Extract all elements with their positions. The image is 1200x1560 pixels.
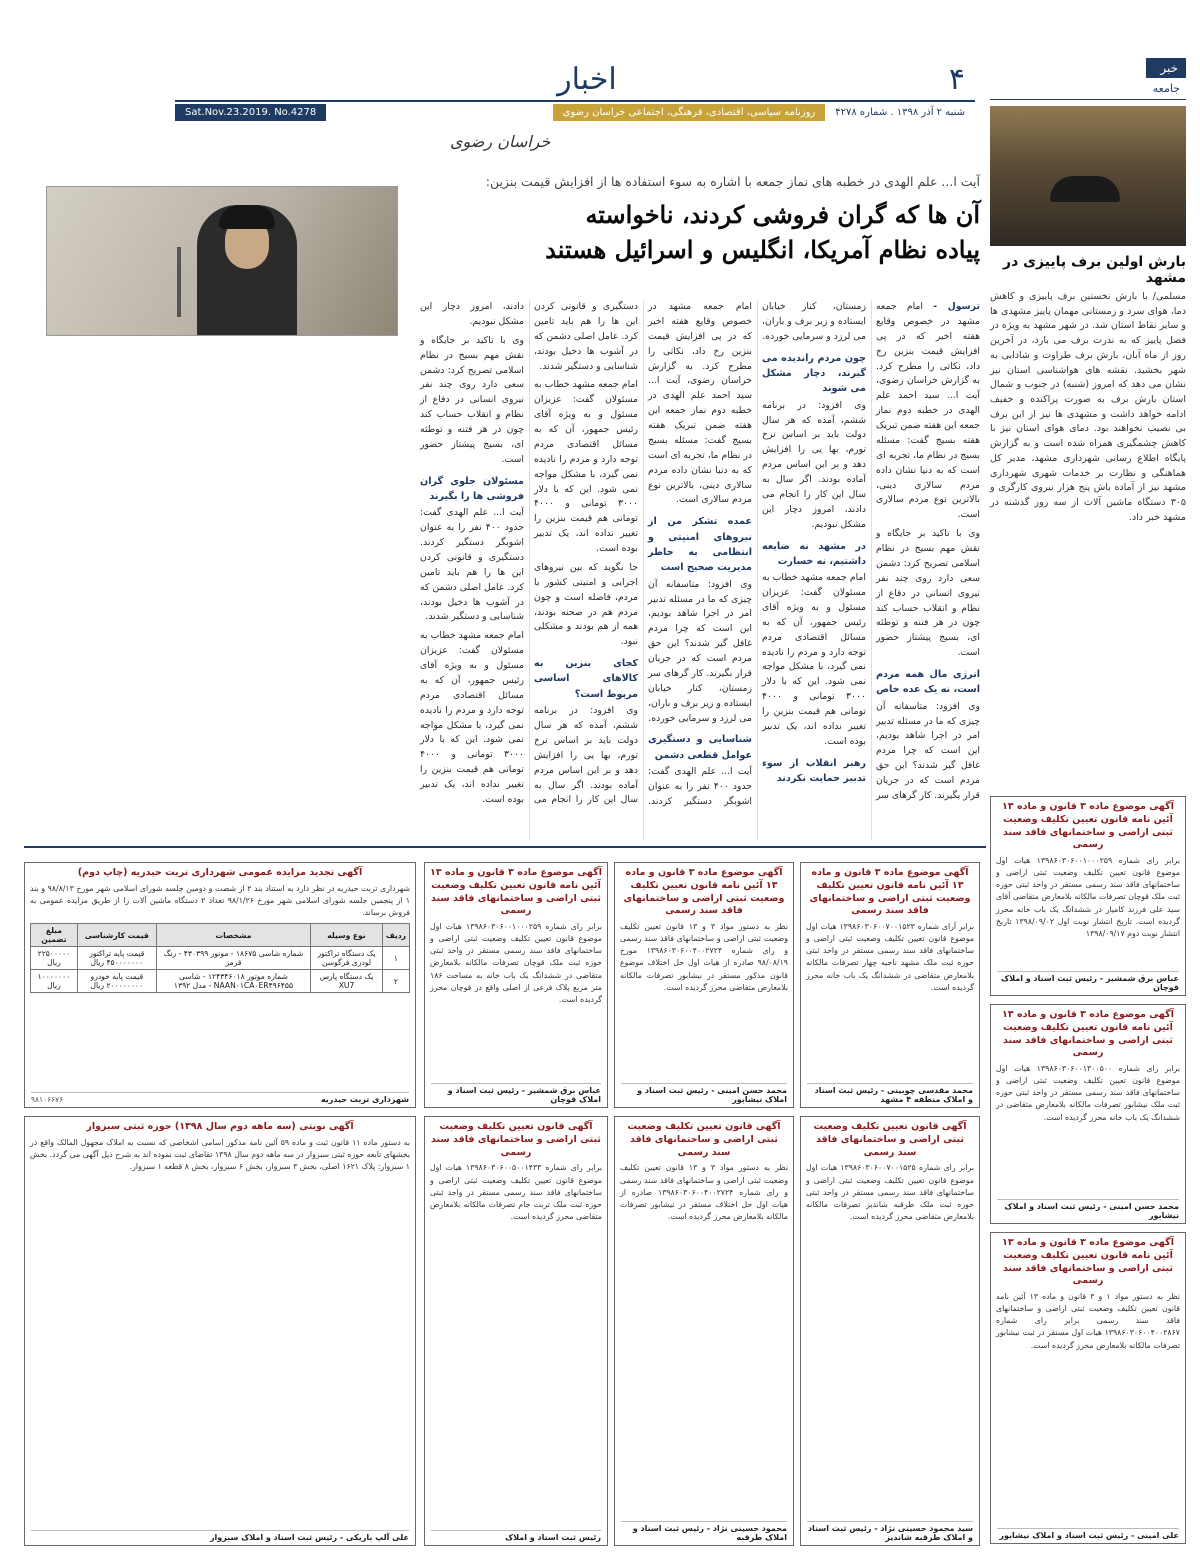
story-subhead: عمده تشکر من از نیروهای امنیتی و انتظامی به خاطر مدیریت صحیح است (648, 516, 752, 574)
ad-body: برابر رای شماره ۱۳۹۸۶۰۳۰۶۰۰۱۳۰۰۵۰۰ هیات اول موضوع قانون تعیین تکلیف وضعیت ثبتی اراضی و ساختمانهای فاقد سند رسمی مستقر در واحد ثبتی حوزه ثبت ملک نیشابور تصرفات مالکانه بلامعارض متقاضی در ششدانگ یک باب خانه محرز گردیده است. (996, 1064, 1180, 1122)
ad-title: آگهی قانون تعیین تکلیف وضعیت ثبتی اراضی و ساختمانهای فاقد سند رسمی (813, 1121, 967, 1158)
ad-title: آگهی قانون تعیین تکلیف وضعیت ثبتی اراضی و ساختمانهای فاقد سند رسمی (627, 1121, 781, 1158)
issue-date-fa: شنبه ۲ آذر ۱۳۹۸ . شماره ۴۲۷۸ (835, 106, 965, 118)
story-subhead: کجای بنزین به کالاهای اساسی مربوط است؟ (534, 658, 638, 700)
page-number: ۴ (948, 61, 965, 97)
sidebar-body: مسلمی/ با بارش نخستین برف پاییزی و کاهش دما، هوای سرد و زمستانی مهمان پاییز مشهدی ها و سایر نقاط استان شد. در شهر مشهد به ویژه در فصل پاییز که به ندرت برف می بارد، در آخرین روز از ماه آبان، بارش برف طراوت و شادابی به شهر بخشید. نقشه های هواشناسی استان نیز نشان می دهد که امروز (شنبه) در جنوب و شمال استان بارش برف به صورت پراکنده و خفیف ادامه خواهد داشت و مشهدی ها نیز از این برف بی نصیب نخواهند بود. دمای هوای استان نیز با کاهش چشمگیری همراه شده است و به گزارش پایگاه اطلاع رسانی شهرداری مشهد، مدیر کل هماهنگی و نظارت بر خدمات شهری شهرداری مشهد نیز از آماده باش پنج هزار نیروی کارگری و ۳۰۵ دستگاه ماشین آلات از سه روز گذشته در مشهد خبر داد. (990, 291, 1186, 523)
ad-code: ۹۸۱۰۶۶۷۶ (31, 1095, 64, 1104)
paper-tagline: روزنامه سیاسی، اقتصادی، فرهنگی، اجتماعی خراسان رضوی (553, 104, 826, 121)
ad-title: آگهی موضوع ماده ۳ قانون و ماده ۱۳ آئین نامه قانون تعیین تکلیف وضعیت ثبتی اراضی و ساختمانهای فاقد سند رسمی (1002, 1237, 1174, 1287)
ad-signature: رئیس ثبت اسناد و املاک (431, 1530, 601, 1542)
sidebar-news (990, 58, 1186, 526)
story-subhead: در مشهد نه ضایعه داشتیم، نه خسارت (762, 540, 866, 567)
cleric-photo (46, 186, 398, 336)
masthead (175, 58, 975, 130)
lead-kicker: آیت ا... علم الهدی در خطبه های نماز جمعه با اشاره به سوء استفاده ها از افزایش قیمت بنزین: (485, 174, 980, 189)
ad-auction (24, 862, 416, 1108)
ad-body: نظر به دستور مواد ۱ و ۳ قانون و ماده ۱۳ آئین نامه قانون تعیین تکلیف وضعیت ثبتی اراضی و ساختمانهای فاقد سند رسمی برابر رای شماره ۱۳۹۸۶۰۳۰۶۰۰۴۰۰۲۸۶۷ هیات اول مستقر در ثبت نیشابور تصرفات مالکانه بلامعارض محرز گردیده است. (996, 1292, 1180, 1350)
ad-signature: عباس برق شمشیر - رئیس ثبت اسناد و املاک قوچان (431, 1083, 601, 1104)
table-row: ۲ یک دستگاه پارس XU7 شماره موتور ۱۲۴۳۴۶۰۱۸ - شاسی NAAN۰۱CA۰ER۴۹۶۴۵۵ - مدل ۱۳۹۲ قیمت پایه خودرو ۲۰۰۰۰۰۰۰۰ ریال ۱۰۰۰۰۰۰۰ ریال (31, 970, 410, 993)
ad-signature: محمد مقدسی چوبینی - رئیس ثبت اسناد و املاک منطقه ۴ مشهد (807, 1083, 973, 1104)
table-row: ۱ یک دستگاه تراکتور لودری فرگوسن شماره شاسی ۱۸۶۷۵ - موتور ۴۳۰۳۹۹ - رنگ قرمز قیمت پایه تراکتور ۴۵۰۰۰۰۰۰۰ ریال ۲۲۵۰۰۰۰۰ ریال (31, 947, 410, 970)
story-paragraph: وی افزود: متاسفانه آن چیزی که ما در مسئله تدبیر امر در اجرا شاهد بودیم، این است که چرا مردم غافل گیر شدند؟ این حق مردم است که در جریان قرار بگیرند. کار گرهای سر زمستان، کنار خیابان ایستاده و زیر برف و باران، می لرزد و سرمایی خورده. (648, 578, 752, 724)
ad-signature: سید محمود حسینی نژاد - رئیس ثبت اسناد و املاک طرقبه شاندیز (807, 1521, 973, 1542)
ad-body: برابر رای شماره ۱۳۹۸۶۰۳۰۶۰۰۱۰۰۰۲۵۹ هیات اول موضوع قانون تعیین تکلیف وضعیت ثبتی اراضی و ساختمانهای فاقد سند رسمی مستقر در واحد ثبتی حوزه ثبت ملک قوچان تصرفات مالکانه بلامعارض متقاضی آقای سید علی فرزند کامیار در ششدانگ یک باب خانه محرز گردیده است. تاریخ انتشار نوبت اول ۱۳۹۸/۰۹/۰۲ تاریخ انتشار نوبت دوم ۱۳۹۸/۰۹/۱۷ (996, 856, 1180, 938)
ad-registration (424, 862, 608, 1108)
story-paragraph: امام جمعه مشهد خطاب به مسئولان گفت: عزیزان مسئول و به ویژه آقای رئیس جمهور، آن که به مسائل اقتصادی مردم توجه دارد و مردم را نادیده نمی گیرد، با مشکل مواجه نمی شود. این که با دلار ۳۰۰۰ تومانی و ۴۰۰۰ تومانی هم قیمت بنزین را تغییر نداده اند، یک تدبیر بوده است. (534, 379, 638, 554)
story-paragraph: امام جمعه مشهد خطاب به مسئولان گفت: عزیزان مسئول و به ویژه آقای رئیس جمهور، آن که به مسائل اقتصادی مردم توجه دارد و مردم را نادیده نمی گیرد، با مشکل مواجه نمی شود. این که با دلار ۳۰۰۰ تومانی و ۴۰۰۰ تومانی هم قیمت بنزین را تغییر نداده اند، یک تدبیر بوده است. (762, 572, 866, 747)
story-subhead: چون مردم راندیده می گیرند، دچار مشکل می شوند (762, 352, 866, 395)
story-paragraph: امام جمعه مشهد در خصوص وقایع هفته اخیر که در پی افزایش قیمت بنزین رخ داد، نکاتی را مطرح کرد. به گزارش خراسان رضوی، آیت ا... سید احمد علم الهدی در خطبه دوم نماز جمعه این هفته ضمن تبریک هفته بسیج گفت: مسئله بسیج در نظام ما، تجربه ای است که به دنیا نشان داده مردم سالاری دینی، بالاترین نوع مردم سالاری است. (648, 301, 752, 506)
ad-body: نظر به دستور مواد ۳ و ۱۳ قانون تعیین تکلیف وضعیت ثبتی اراضی و ساختمانهای فاقد سند رسمی و رای شماره ۱۳۹۸۶۰۳۰۶۰۰۴۰۰۲۷۲۴ مورخ ۹۸/۰۸/۱۹ صادره از هیات اول حل اختلاف موضوع قانون مذکور مستقر در نیشابور تصرفات مالکانه بلامعارض متقاضی محرز گردیده است. (620, 922, 788, 992)
ad-sabzevar-notice (24, 1116, 416, 1546)
auction-table (30, 923, 410, 993)
ad-body: برابر رای شماره ۱۳۹۸۶۰۳۰۶۰۰۷۰۰۱۵۲۵ هیات اول موضوع قانون تعیین تکلیف وضعیت ثبتی اراضی و ساختمانهای فاقد سند رسمی مستقر در واحد ثبتی حوزه ثبت ملک طرقبه شاندیز تصرفات مالکانه بلامعارض متقاضی محرز گردیده است. (806, 1163, 974, 1221)
snow-photo (990, 106, 1186, 246)
ad-registration (614, 862, 794, 1108)
section-title: اخبار (557, 61, 617, 97)
lead-headline (420, 198, 980, 268)
ad-registration (990, 1004, 1186, 1224)
ad-registration (990, 796, 1186, 996)
story-subhead: شناسایی و دستگیری عوامل قطعی دشمن (648, 734, 752, 761)
headline-line-2: پیاده نظام آمریکا، انگلیس و اسرائیل هستند (545, 234, 980, 264)
ad-body: برابر رای شماره ۱۳۹۸۶۰۳۰۶۰۰۵۰۰۱۴۳۳ هیات اول موضوع قانون تعیین تکلیف وضعیت ثبتی اراضی و ساختمانهای فاقد سند رسمی مستقر در واحد ثبتی حوزه ثبت ملک تربت جام تصرفات مالکانه بلامعارض متقاضی محرز گردیده است. (430, 1163, 602, 1221)
ad-signature: محمد حسن امینی - رئیس ثبت اسناد و املاک نیشابور (997, 1199, 1179, 1220)
umbrella-icon (1050, 176, 1120, 202)
story-lead-label: ترسول - (933, 301, 980, 312)
story-paragraph: وی با تاکید بر جایگاه و نقش مهم بسیج در نظام اسلامی تصریح کرد: دشمن سعی دارد روی چند نفر نیروی انسانی در دفاع از نظام و انقلاب حساب کند چون در هر فتنه و توطئه ای، بسیج پیشتاز حضور است. (420, 334, 524, 465)
ad-body: برابر آرای شماره ۱۳۹۸۶۰۳۰۶۰۰۷۰۰۱۵۲۳ هیات اول موضوع قانون تعیین تکلیف وضعیت ثبتی اراضی و ساختمانهای فاقد سند رسمی مستقر در واحد ثبتی حوزه ثبت ملک مشهد ناحیه چهار تصرفات مالکانه بلامعارض متقاضی در ششدانگ یک باب خانه محرز گردیده است. (806, 922, 975, 992)
ad-registration (990, 1232, 1186, 1544)
sidebar-subsection: جامعه (990, 78, 1186, 100)
ad-title: آگهی موضوع ماده ۳ قانون و ماده ۱۳ آئین نامه قانون تعیین تکلیف وضعیت ثبتی اراضی و ساختمانهای فاقد سند رسمی (809, 867, 971, 917)
story-subhead: انرژی مال همه مردم است، نه یک عده خاص (876, 669, 980, 696)
ad-title: آگهی قانون تعیین تکلیف وضعیت ثبتی اراضی و ساختمانهای فاقد سند رسمی (430, 1121, 602, 1158)
ad-title: آگهی تجدید مزایده عمومی شهرداری تربت حیدریه (چاپ دوم) (77, 867, 363, 878)
ad-registration (800, 1116, 980, 1546)
ad-body: به دستور ماده ۱۱ قانون ثبت و ماده ۵۹ آئین نامه مذکور اسامی اشخاصی که نسبت به املاک مجهول المالک واقع در بخشهای تابعه حوزه ثبتی سبزوار در سه ماهه دوم سال ۱۳۹۸ تقاضای ثبت نموده اند به شرح ذیل آگهی می گردد. بخش ۱ سبزوار: پلاک ۱۶۲۱ اصلی، بخش ۳ سبزوار، بخش ۶ سبزوار، بخش ۸ قطعه ۱ سبزوار. (30, 1137, 411, 1171)
story-paragraph: آیت ا... علم الهدی گفت: حدود ۴۰۰ نفر را به عنوان اشوبگر دستگیر کردند. دستگیری و قانونی کردن این ها را هم باید تامین کرد. عامل اصلی دشمن که در آشوب ها دخیل بودند، شناسایی و دستگیر شدند. (420, 507, 524, 623)
ad-body: شهرداری تربت حیدریه در نظر دارد به استناد بند ۲ از شصت و دومین جلسه شورای اسلامی شهر مورخ ۹۸/۸/۱۳ و بند ۱ از پنجمین جلسه شورای اسلامی شهر مورخ ۹۸/۱/۲۶ تعداد ۲ دستگاه ماشین آلات را از طریق مزایده عمومی به فروش برساند. (30, 883, 411, 917)
table-header-row: ردیف نوع وسیله مشخصات قیمت کارشناسی مبلغ تضمین (31, 924, 410, 947)
masthead-title-row (175, 58, 975, 102)
ad-title: آگهی موضوع ماده ۳ قانون و ماده ۱۳ آئین نامه قانون تعیین تکلیف وضعیت ثبتی اراضی و ساختمانهای فاقد سند رسمی (623, 867, 785, 917)
story-paragraph: امام جمعه مشهد خطاب به مسئولان گفت: عزیزان مسئول و به ویژه آقای رئیس جمهور، آن که به مسائل اقتصادی مردم توجه دارد و مردم را نادیده نمی گیرد، با مشکل مواجه نمی شود. این که با دلار ۳۰۰۰ تومانی و ۴۰۰۰ تومانی هم قیمت بنزین را تغییر نداده اند، یک تدبیر بوده است. (420, 630, 524, 805)
ad-title: آگهی موضوع ماده ۳ قانون و ماده ۱۳ آئین نامه قانون تعیین تکلیف وضعیت ثبتی اراضی و ساختمانهای فاقد سند رسمی (1002, 1009, 1174, 1059)
ad-signature: محمود حسینی نژاد - رئیس ثبت اسناد و املاک طرقبه (621, 1521, 787, 1542)
sidebar-headline: بارش اولین برف پاییزی در مشهد (1003, 254, 1186, 286)
story-paragraph: جا بگوید که بین نیروهای اجرایی و امنیتی کشور با مردم، فاصله است و چون مردم هم در صحنه بودند، همه از هم بودند و مشکلی نبود. (534, 561, 638, 648)
story-paragraph: وی با تاکید بر جایگاه و نقش مهم بسیج در نظام اسلامی تصریح کرد: دشمن سعی دارد روی چند نفر نیروی انسانی در دفاع از نظام و انقلاب حساب کند چون در هر فتنه و توطئه ای، بسیج پیشتاز حضور است. (876, 528, 980, 659)
lead-story-body (420, 300, 980, 840)
ad-signature: علی امینی - رئیس ثبت اسناد و املاک نیشابور (997, 1528, 1179, 1540)
story-paragraph: ترسول - امام جمعه مشهد در خصوص وقایع هفته اخیر که در پی افزایش قیمت بنزین رخ داد، نکاتی را مطرح کرد. به گزارش خراسان رضوی، آیت ا... سید احمد علم الهدی در خطبه دوم نماز جمعه این هفته ضمن تبریک هفته بسیج گفت: مسئله بسیج در نظام ما، تجربه ای است که به دنیا نشان داده مردم سالاری دینی، بالاترین نوع مردم سالاری است. (876, 301, 980, 521)
story-paragraph: وی افزود: در برنامه ششم، آمده که هر سال دولت باید بر اساس نرخ تورم، بها یی را افزایش دهد و بر این اساس مردم آماده بودند. اگر سال به سال این کار را انجام می دادند، امروز دچار این مشکل نبودیم. (420, 301, 638, 806)
ad-registration (800, 862, 980, 1108)
ad-signature: شهرداری تربت حیدریه (31, 1092, 409, 1104)
ad-body: برابر رای شماره ۱۳۹۸۶۰۳۰۶۰۰۱۰۰۰۲۵۹ هیات اول موضوع قانون تعیین تکلیف وضعیت ثبتی اراضی و ساختمانهای فاقد سند رسمی مستقر در واحد ثبتی حوزه ثبت ملک قوچان تصرفات مالکانه بلامعارض متقاضی در ششدانگ یک باب خانه به مساحت ۱۸۶ متر مربع پلاک فرعی از اصلی واقع در قوچان محرز گردیده است. (430, 922, 602, 1004)
ad-body: نظر به دستور مواد ۳ و ۱۳ قانون تعیین تکلیف وضعیت ثبتی اراضی و ساختمانهای فاقد سند رسمی و رای شماره ۱۳۹۸۶۰۳۰۶۰۰۴۰۰۲۷۲۴ صادره از هیات اول حل اختلاف مستقر در نیشابور تصرفات مالکانه بلامعارض محرز گردیده است. (620, 1163, 788, 1221)
sidebar-tag: خبر (1146, 58, 1186, 78)
story-paragraph: آیت ا... علم الهدی گفت: حدود ۴۰۰ نفر را به عنوان اشوبگر دستگیر کردند. دستگیری و قانونی کردن این ها را هم باید تامین کرد. عامل اصلی دشمن که در آشوب ها دخیل بودند، شناسایی و دستگیر شدند. (534, 301, 752, 807)
ad-signature: محمد حسن امینی - رئیس ثبت اسناد و املاک نیشابور (621, 1083, 787, 1104)
ad-signature: علی آلپ باریکی - رئیس ثبت اسناد و املاک سبزوار (31, 1530, 409, 1542)
headline-line-1: آن ها که گران فروشی کردند، ناخواسته (585, 200, 980, 229)
ad-title: آگهی نوبتی (سه ماهه دوم سال ۱۳۹۸) حوزه ثبتی سبزوار (86, 1121, 354, 1132)
ad-registration (614, 1116, 794, 1546)
story-subhead: مسئولان جلوی گران فروشی ها را بگیرند (420, 475, 524, 502)
ad-title: آگهی موضوع ماده ۳ قانون و ماده ۱۳ آئین نامه قانون تعیین تکلیف وضعیت ثبتی اراضی و ساختمانهای فاقد سند رسمی (1002, 801, 1174, 851)
microphone-icon (177, 247, 181, 317)
story-paragraph: وی افزود: در برنامه ششم، آمده که هر سال دولت باید بر اساس نرخ تورم، بها یی را افزایش دهد و بر این اساس مردم آماده بودند. اگر سال به سال این کار را انجام می دادند، امروز دچار این مشکل نبودیم. (762, 399, 866, 530)
story-subhead: رهبر انقلاب از سوء تدبیر حمایت نکردند (762, 757, 866, 785)
ad-signature: عباس برق شمشیر - رئیس ثبت اسناد و املاک قوچان (997, 971, 1179, 992)
ad-title: آگهی موضوع ماده ۳ قانون و ماده ۱۳ آئین نامه قانون تعیین تکلیف وضعیت ثبتی اراضی و ساختمانهای فاقد سند رسمی (430, 867, 602, 917)
story-paragraph: وی افزود: متاسفانه آن چیزی که ما در مسئله تدبیر امر در اجرا شاهد بودیم، این است که چرا مردم غافل گیر شدند؟ این حق مردم است که در جریان قرار بگیرند. کار گرهای سر زمستان، کنار خیابان ایستاده و زیر برف و باران، می لرزد و سرمایی خورده. (762, 301, 980, 801)
issue-date-en: Sat.Nov.23.2019. No.4278 (175, 104, 326, 121)
masthead-info-bar (175, 102, 975, 122)
ad-registration (424, 1116, 608, 1546)
turban-shape (219, 205, 275, 229)
paper-logo: خراسان رضوی (450, 132, 551, 151)
